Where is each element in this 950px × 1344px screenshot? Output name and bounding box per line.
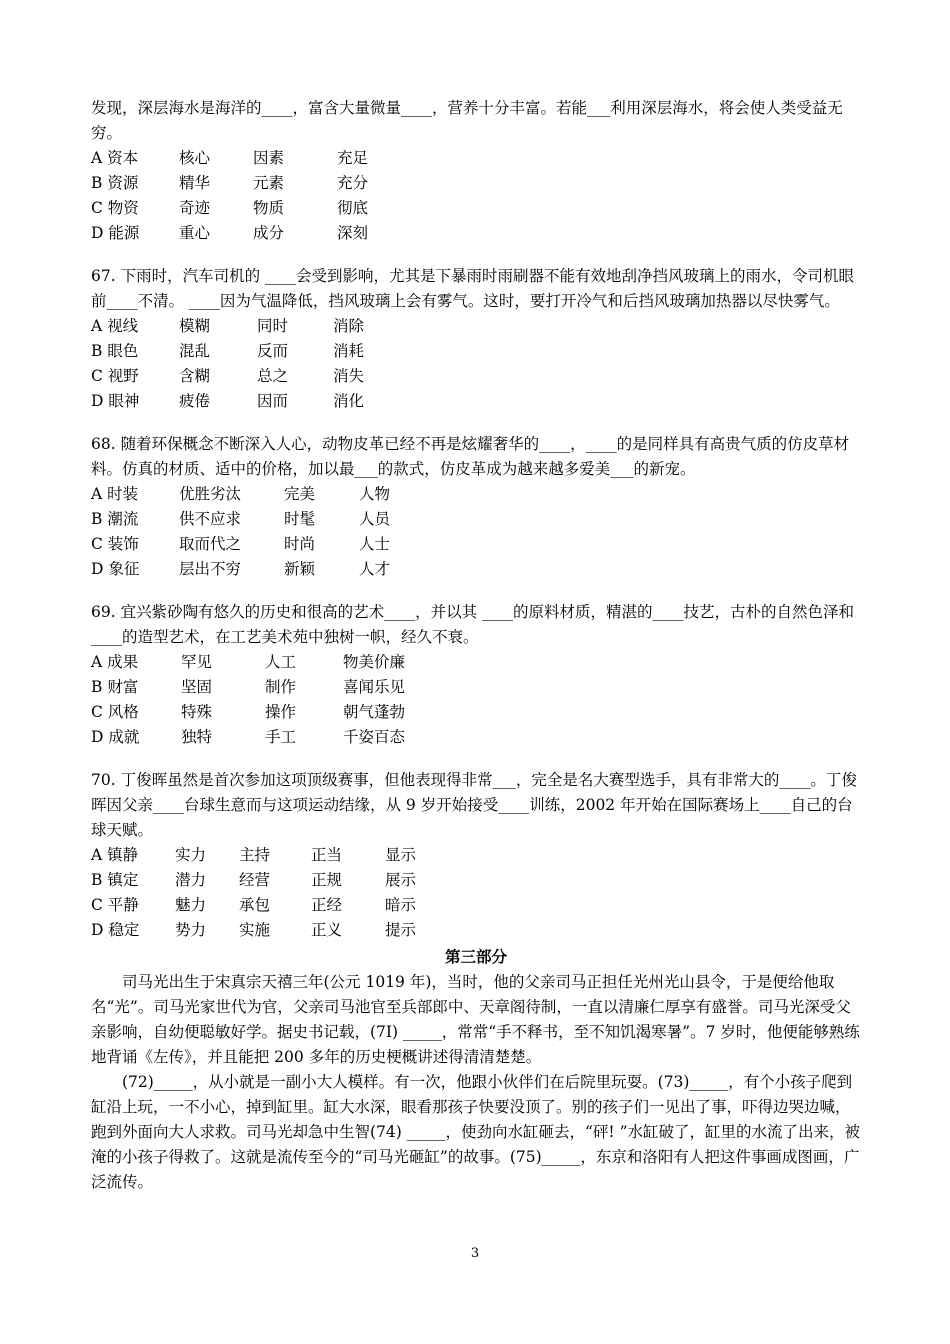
option-row: C 平静 魅力 承包 正经 暗示 <box>91 896 417 914</box>
option-row: D 眼神 疲倦 因而 消化 <box>91 392 365 410</box>
option-row: B 潮流 供不应求 时髦 人员 <box>91 510 391 528</box>
option-row: A 镇静 实力 主持 正当 显示 <box>91 846 417 864</box>
option-row: A 成果 罕见 人工 物美价廉 <box>91 653 406 671</box>
option-row: B 镇定 潜力 经营 正规 展示 <box>91 871 417 889</box>
option-row: D 成就 独特 手工 千姿百态 <box>91 728 406 746</box>
question-68-options <box>91 482 861 582</box>
passage-paragraph-2: (72)_____，从小就是一副小大人模样。有一次，他跟小伙伴们在后院里玩耍。(73)_____，有个小孩子爬到缸沿上玩，一不小心，掉到缸里。缸大水深，眼看那孩子快要没顶了。别的孩子们一见出了事，吓得边哭边喊，跑到外面向大人求救。司马光却急中生智(74) _____，使劲向水缸砸去，“砰! ”水缸破了，缸里的水流了出来，被淹的小孩子得救了。这就是流传至今的“司马光砸缸”的故事。(75)_____，东京和洛阳有人把这件事画成图画，广泛流传。 <box>91 1073 861 1191</box>
option-row: A 视线 模糊 同时 消除 <box>91 317 365 335</box>
question-66-stem: 发现，深层海水是海洋的____，富含大量微量____，营养十分丰富。若能___利用深层海水，将会使人类受益无穷。 <box>91 99 843 142</box>
option-row: A 资本 核心 因素 充足 <box>91 149 369 167</box>
option-row: A 时装 优胜劣汰 完美 人物 <box>91 485 391 503</box>
question-69-stem: 69. 宜兴紫砂陶有悠久的历史和很高的艺术____，并以其 ____的原料材质，精湛的____技艺，古朴的自然色泽和____的造型艺术，在工艺美术苑中独树一帜，经久不衰。 <box>91 603 855 646</box>
question-70-options <box>91 843 861 943</box>
passage-paragraph-1: 司马光出生于宋真宗天禧三年(公元 1019 年)，当时，他的父亲司马正担任光州光山县令，于是便给他取名“光”。司马光家世代为官，父亲司马池官至兵部郎中、天章阁待制，一直以清廉仁厚享有盛誉。司马光深受父亲影响，自幼便聪敏好学。据史书记载，(7I) _____，常常“手不释书，至不知饥渴寒暑”。7 岁时，他便能够熟练地背诵《左传》，并且能把 200 多年的历史梗概讲述得清清楚楚。 <box>91 973 860 1066</box>
option-row: D 能源 重心 成分 深刻 <box>91 224 369 242</box>
option-row: C 物资 奇迹 物质 彻底 <box>91 199 369 217</box>
option-row: D 象征 层出不穷 新颖 人才 <box>91 560 391 578</box>
page-content <box>91 96 861 1195</box>
option-row: C 视野 含糊 总之 消失 <box>91 367 365 385</box>
question-67-stem: 67. 下雨时，汽车司机的 ____会受到影响，尤其是下暴雨时雨刷器不能有效地刮净挡风玻璃上的雨水，令司机眼前____不清。 ____因为气温降低，挡风玻璃上会有雾气。这时，要打开冷气和后挡风玻璃加热器以尽快雾气。 <box>91 267 855 310</box>
option-row: B 财富 坚固 制作 喜闻乐见 <box>91 678 406 696</box>
question-68-stem: 68. 随着环保概念不断深入人心，动物皮革已经不再是炫耀奢华的____，____的是同样具有高贵气质的仿皮草材料。仿真的材质、适中的价格，加以最___的款式，仿皮革成为越来越多爱美___的新宠。 <box>91 435 850 478</box>
option-row: B 眼色 混乱 反而 消耗 <box>91 342 365 360</box>
question-67-options <box>91 314 861 414</box>
question-70-stem: 70. 丁俊晖虽然是首次参加这项顶级赛事，但他表现得非常___，完全是名大赛型选手，具有非常大的____。丁俊晖因父亲____台球生意而与这项运动结缘，从 9 岁开始接受____训练，2002 年开始在国际赛场上____自己的台球天赋。 <box>91 771 857 839</box>
option-row: B 资源 精华 元素 充分 <box>91 174 369 192</box>
option-row: C 风格 特殊 操作 朝气蓬勃 <box>91 703 406 721</box>
question-69-options <box>91 650 861 750</box>
question-66-options <box>91 146 861 246</box>
option-row: D 稳定 势力 实施 正义 提示 <box>91 921 417 939</box>
page-number: 3 <box>470 1246 480 1261</box>
option-row: C 装饰 取而代之 时尚 人士 <box>91 535 391 553</box>
section-heading: 第三部分 <box>444 947 507 966</box>
